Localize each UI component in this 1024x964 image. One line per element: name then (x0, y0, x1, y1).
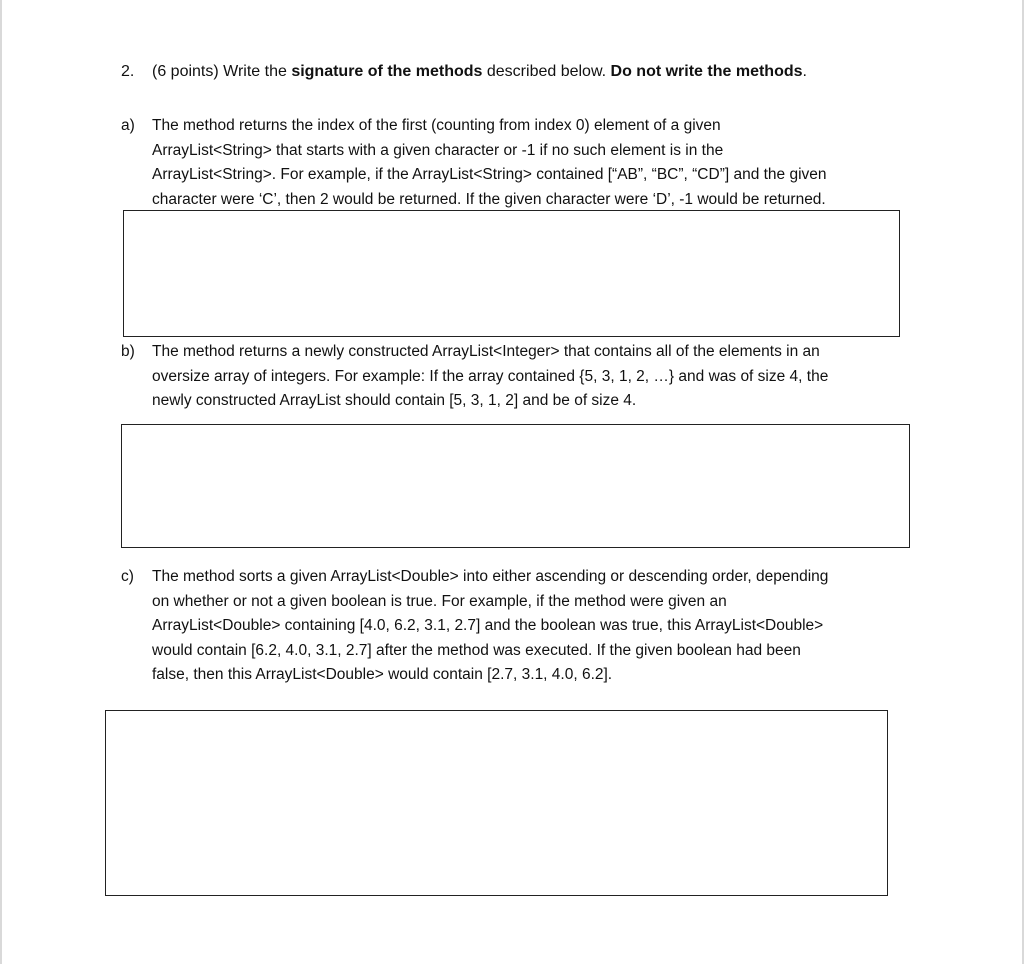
question-header (121, 62, 807, 82)
part-a-line: character were ‘C’, then 2 would be returned. If the given character were ‘D’, -1 would be returned. (152, 190, 826, 208)
question-end-punct: . (802, 63, 807, 80)
part-b (121, 340, 911, 414)
part-c-line: on whether or not a given boolean is true. For example, if the method were given an (152, 592, 727, 610)
part-c-letter: c) (121, 568, 134, 585)
part-a-line: ArrayList<String> that starts with a given character or -1 if no such element is in the (152, 141, 724, 159)
part-c (121, 565, 911, 688)
page-edge-left (0, 0, 2, 964)
question-points: (6 points) Write the (152, 63, 292, 80)
part-c-line: would contain [6.2, 4.0, 3.1, 2.7] after the method was executed. If the given boolean had been (152, 641, 801, 659)
answer-box-a[interactable] (123, 210, 900, 337)
part-b-text (152, 340, 911, 414)
answer-box-b[interactable] (121, 424, 910, 548)
part-a-line: ArrayList<String>. For example, if the ArrayList<String> contained [“AB”, “BC”, “CD”] and the given (152, 166, 827, 183)
question-emphasis-signature: signature of the methods (291, 63, 483, 80)
answer-box-c[interactable] (105, 710, 888, 896)
part-c-text (152, 565, 911, 688)
part-c-line: ArrayList<Double> containing [4.0, 6.2, 3.1, 2.7] and the boolean was true, this ArrayList<Double> (152, 617, 824, 634)
part-a (121, 114, 911, 212)
question-number: 2. (121, 63, 135, 80)
part-b-letter: b) (121, 343, 135, 360)
part-b-line: The method returns a newly constructed ArrayList<Integer> that contains all of the elements in an (152, 343, 820, 360)
part-a-text (152, 114, 911, 212)
part-b-line: newly constructed ArrayList should contain [5, 3, 1, 2] and be of size 4. (152, 392, 637, 409)
part-a-line: The method returns the index of the first (counting from index 0) element of a given (152, 117, 721, 134)
question-middle-text: described below. (482, 63, 611, 80)
part-a-letter: a) (121, 117, 135, 134)
question-emphasis-instruction: Do not write the methods (610, 63, 803, 80)
part-c-line: false, then this ArrayList<Double> would contain [2.7, 3.1, 4.0, 6.2]. (152, 666, 613, 683)
part-b-line: oversize array of integers. For example: If the array contained {5, 3, 1, 2, …} and was of size 4, the (152, 367, 829, 385)
part-c-line: The method sorts a given ArrayList<Double> into either ascending or descending order, depending (152, 568, 829, 585)
